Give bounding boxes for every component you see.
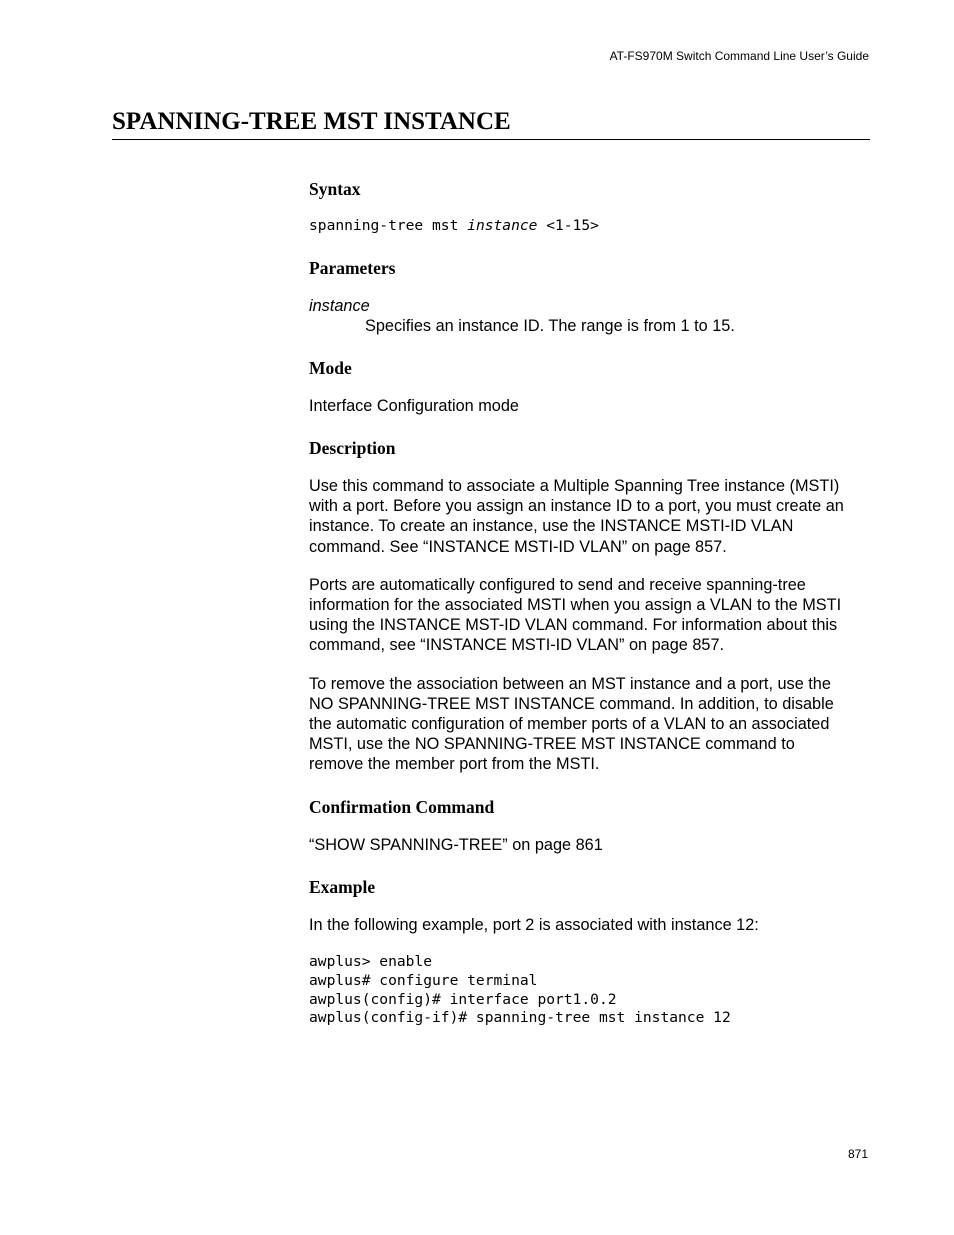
example-code-block <box>309 953 871 1028</box>
description-line: information for the associated MSTI when you assign a VLAN to the MSTI <box>309 596 842 615</box>
description-paragraph-1 <box>309 476 871 557</box>
description-line: To remove the association between an MST instance and a port, use the <box>309 674 831 693</box>
description-heading: Description <box>309 438 396 458</box>
description-line: with a port. Before you assign an instance ID to a port, you must create an <box>309 497 844 516</box>
page-title: SPANNING-TREE MST INSTANCE <box>112 108 511 135</box>
description-line: MSTI, use the NO SPANNING-TREE MST INSTANCE command to <box>309 735 795 754</box>
syntax-command-param: instance <box>467 217 538 234</box>
syntax-heading: Syntax <box>309 179 361 199</box>
syntax-command <box>309 217 871 236</box>
code-line: awplus# configure terminal <box>309 971 538 989</box>
description-line: Use this command to associate a Multiple Spanning Tree instance (MSTI) <box>309 477 840 495</box>
confirmation-text: “SHOW SPANNING-TREE” on page 861 <box>309 835 603 854</box>
description-line: the automatic configuration of member ports of a VLAN to an associated <box>309 715 830 734</box>
description-line: instance. To create an instance, use the INSTANCE MSTI-ID VLAN <box>309 517 794 536</box>
mode-heading: Mode <box>309 357 352 378</box>
description-line: NO SPANNING-TREE MST INSTANCE command. In addition, to disable <box>309 694 834 713</box>
code-line: awplus(config-if)# spanning-tree mst instance 12 <box>309 1009 731 1027</box>
syntax-command-prefix: spanning-tree mst <box>309 217 468 234</box>
content <box>309 178 871 1028</box>
parameter-description: Specifies an instance ID. The range is from 1 to 15. <box>365 316 735 335</box>
description-paragraph-3 <box>309 674 871 775</box>
page-number: 871 <box>847 1147 868 1161</box>
parameters-heading: Parameters <box>309 257 396 278</box>
mode-text: Interface Configuration mode <box>309 396 519 415</box>
description-line: using the INSTANCE MST-ID VLAN command. For information about this <box>309 616 838 635</box>
description-line: command. See “INSTANCE MSTI-ID VLAN” on page 857. <box>309 537 727 556</box>
code-line: awplus> enable <box>309 953 433 971</box>
example-heading: Example <box>309 876 376 897</box>
running-header: AT-FS970M Switch Command Line User’s Guide <box>609 49 869 63</box>
parameter-name: instance <box>309 296 370 315</box>
title-rule <box>112 139 870 140</box>
confirmation-heading: Confirmation Command <box>309 796 495 817</box>
description-paragraph-2 <box>309 575 871 656</box>
code-line: awplus(config)# interface port1.0.2 <box>309 990 617 1008</box>
description-line: remove the member port from the MSTI. <box>309 755 600 774</box>
syntax-command-suffix: <1-15> <box>537 217 599 234</box>
example-intro: In the following example, port 2 is associated with instance 12: <box>309 915 759 934</box>
description-line: Ports are automatically configured to send and receive spanning-tree <box>309 575 806 594</box>
description-line: command, see “INSTANCE MSTI-ID VLAN” on page 857. <box>309 636 725 655</box>
